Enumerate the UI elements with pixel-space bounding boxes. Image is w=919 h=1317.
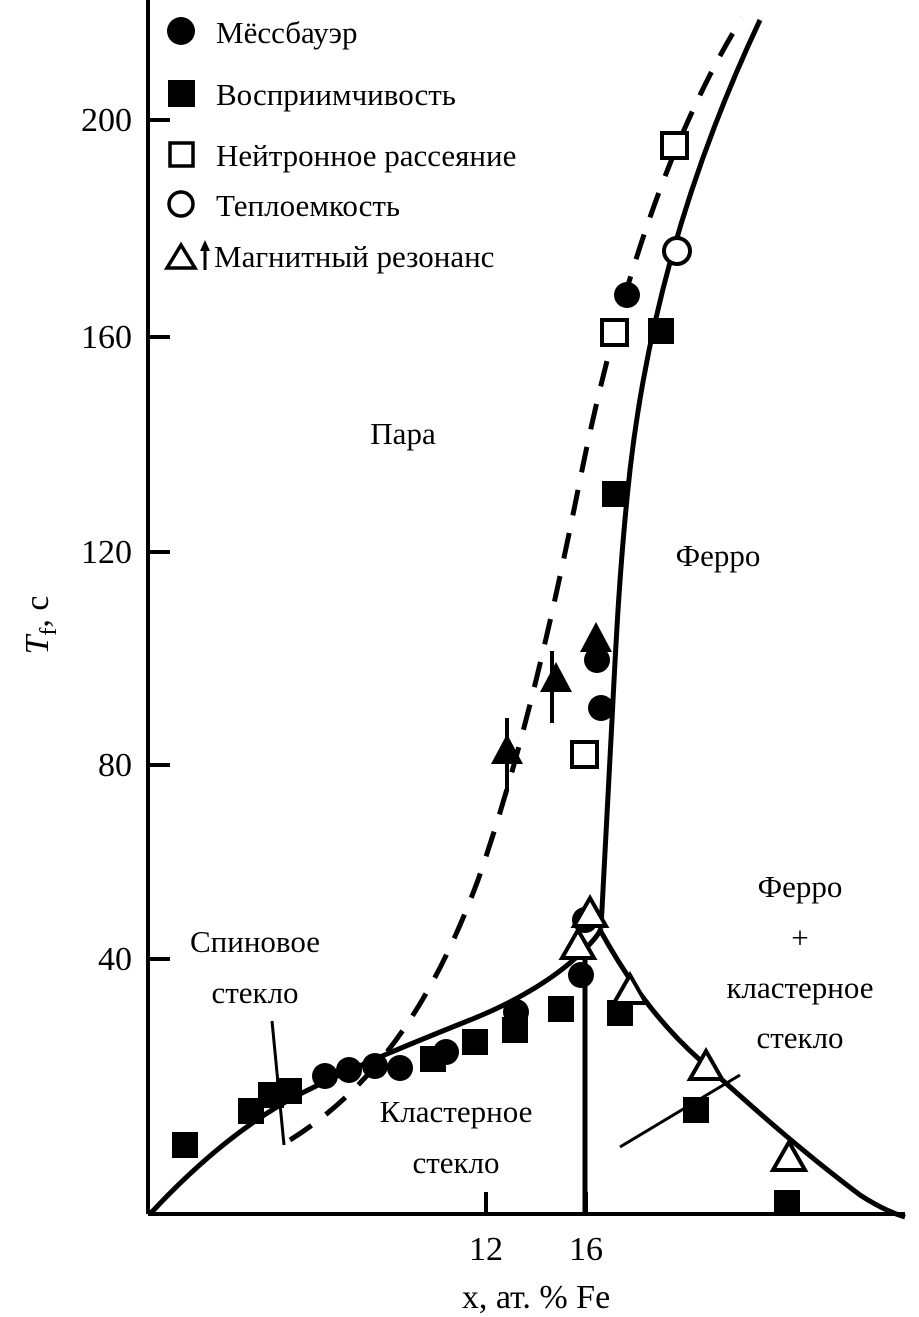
- y-tick-label: 120: [81, 534, 132, 571]
- x-tick-label: 16: [569, 1231, 603, 1268]
- region-annotations: [190, 416, 874, 1180]
- data-point: [568, 962, 594, 988]
- y-tick-label: 160: [81, 319, 132, 356]
- legend-marker-open-square: [170, 143, 193, 166]
- data-point: [683, 1097, 709, 1123]
- data-point: [387, 1055, 413, 1081]
- y-tick-labels: [81, 102, 132, 978]
- data-point: [276, 1078, 302, 1104]
- data-point: [462, 1029, 488, 1055]
- y-axis-label: $T_f$, с: [19, 595, 62, 655]
- series-susceptibility-points: [172, 318, 800, 1216]
- data-point: [602, 320, 627, 345]
- annotation-plus: +: [791, 920, 809, 955]
- data-point: [572, 742, 597, 767]
- annotation-steklo1: стекло: [211, 975, 299, 1010]
- data-point: [602, 481, 628, 507]
- series-neutron-points: [572, 133, 687, 767]
- x-axis-label: x, ат. % Fe: [461, 1279, 611, 1316]
- legend-label-0: Мёссбауэр: [216, 15, 358, 50]
- data-point: [614, 282, 640, 308]
- legend: [167, 15, 516, 274]
- data-point: [502, 1017, 528, 1043]
- x-axis-ticks: [486, 1192, 586, 1214]
- series-heatcapacity-points: [664, 238, 690, 264]
- legend-marker-filled-circle: [167, 17, 195, 45]
- annotation-steklo2: стекло: [756, 1020, 844, 1055]
- y-tick-label: 80: [98, 747, 132, 784]
- data-point: [588, 695, 614, 721]
- y-tick-label: 200: [81, 102, 132, 139]
- data-point: [774, 1190, 800, 1216]
- annotation-ferro: Ферро: [675, 538, 761, 573]
- x-tick-labels: [469, 1231, 603, 1268]
- x-axis-title: [462, 1279, 610, 1316]
- data-point: [312, 1063, 338, 1089]
- legend-marker-open-triangle: [167, 245, 195, 268]
- data-point: [548, 996, 574, 1022]
- curve-dashed-boundary: [290, 18, 742, 1140]
- data-point: [664, 238, 690, 264]
- annotation-para: Пара: [370, 416, 436, 451]
- data-point: [172, 1132, 198, 1158]
- data-point: [662, 133, 687, 158]
- data-point: [362, 1053, 388, 1079]
- legend-marker-arrow-head: [200, 240, 210, 251]
- data-point: [540, 662, 572, 692]
- data-point: [648, 318, 674, 344]
- data-point: [614, 975, 646, 1003]
- annotation-klasternoe: кластерное: [726, 970, 874, 1005]
- legend-label-2: Нейтронное рассеяние: [216, 138, 517, 173]
- data-point: [420, 1046, 446, 1072]
- annotation-spinovoe: Спиновое: [189, 924, 321, 959]
- data-point: [580, 622, 612, 652]
- x-tick-label: 12: [469, 1231, 503, 1268]
- series-mossbauer-points: [312, 282, 640, 1089]
- legend-label-4: Магнитный резонанс: [214, 239, 495, 274]
- leader-line-ferro-cluster: [620, 1075, 740, 1147]
- legend-label-3: Теплоемкость: [216, 188, 401, 223]
- annotation-ferro2: Ферро: [757, 869, 843, 904]
- annotation-steklo3: стекло: [412, 1145, 500, 1180]
- y-axis-title: [19, 595, 62, 654]
- data-point: [336, 1057, 362, 1083]
- y-axis-ticks: [148, 120, 170, 1214]
- annotation-klasternoe2: Кластерное: [379, 1094, 533, 1129]
- legend-marker-filled-square: [168, 80, 195, 107]
- legend-label-1: Восприимчивость: [216, 77, 456, 112]
- y-tick-label: 40: [98, 941, 132, 978]
- legend-marker-open-circle: [169, 192, 193, 216]
